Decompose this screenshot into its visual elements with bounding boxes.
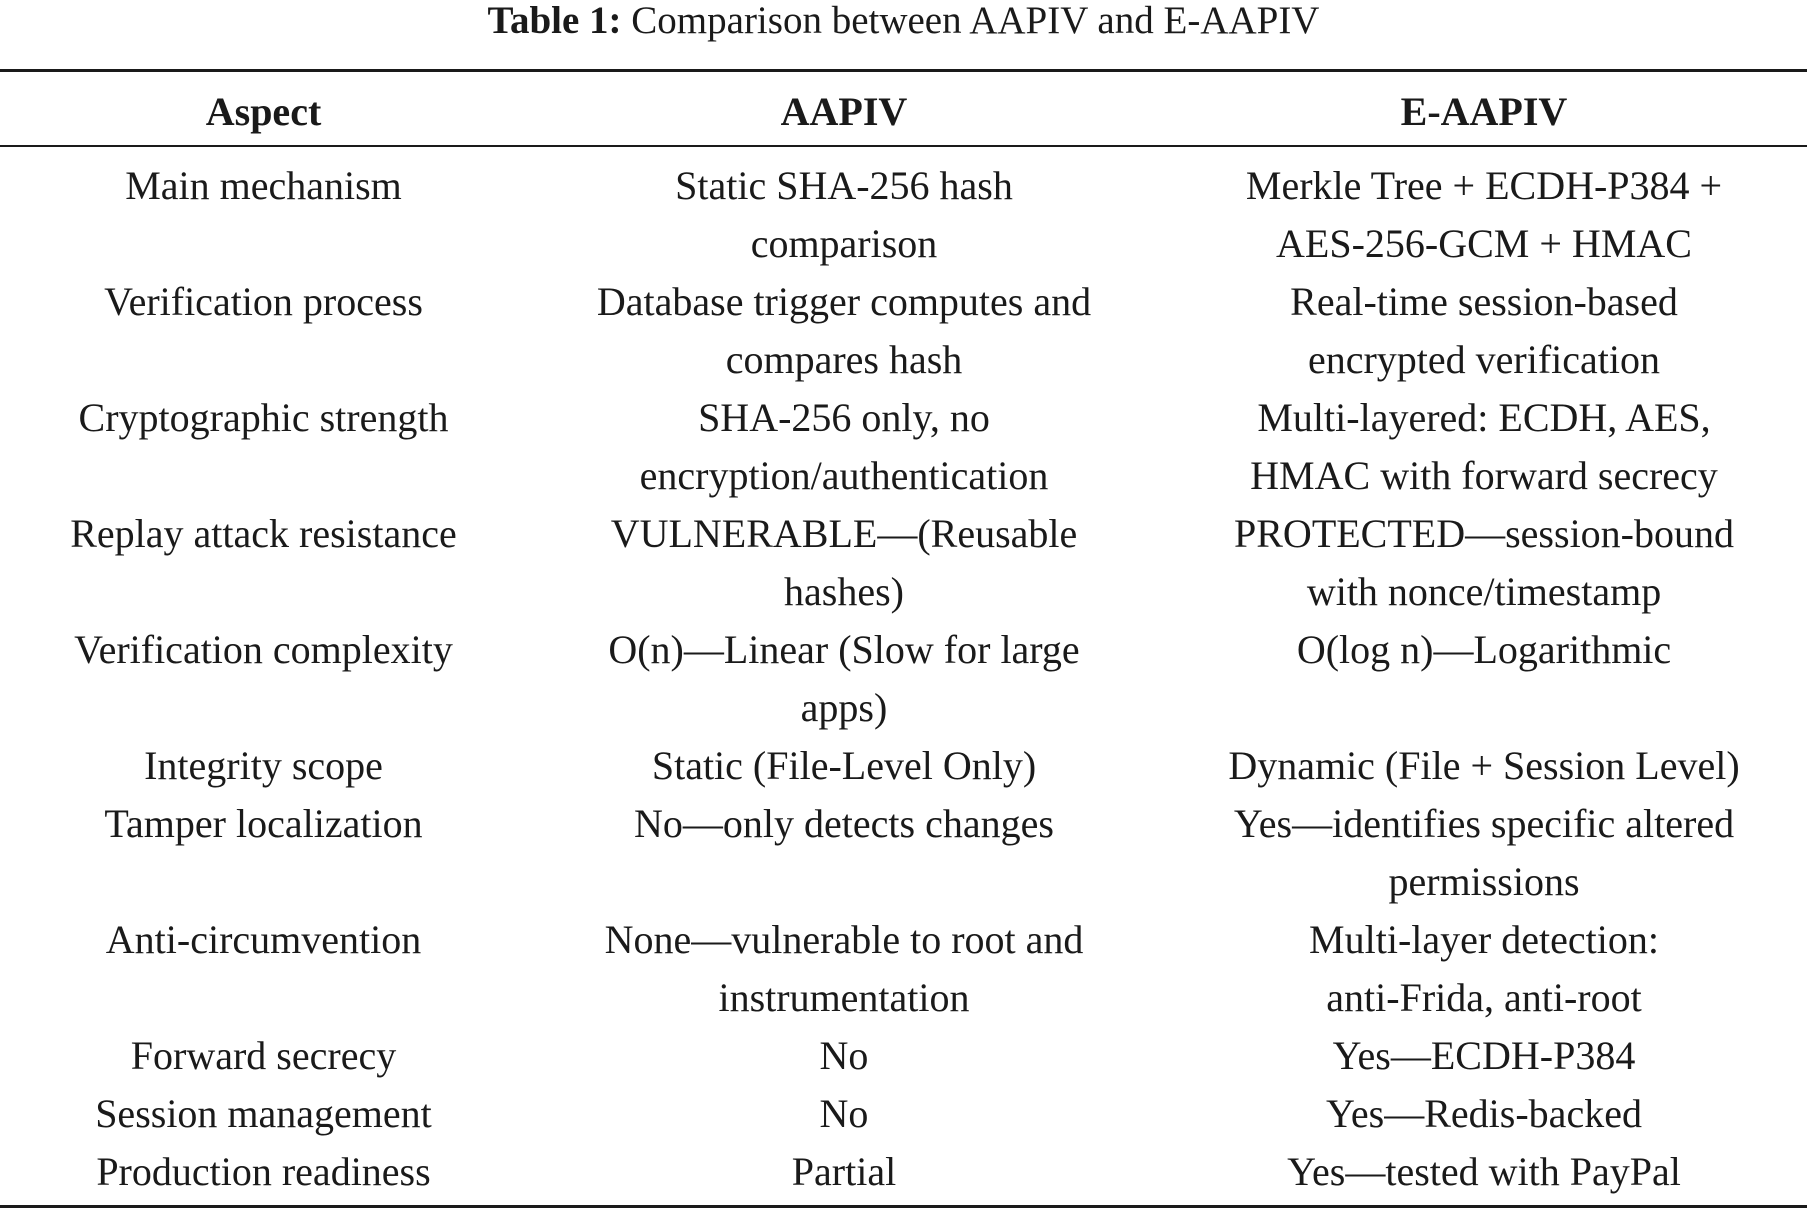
cell-line: comparison [750,221,938,266]
cell-aspect: Production readiness [96,1149,431,1194]
cell-line: Static SHA-256 hash [675,163,1013,208]
table-row [0,795,1807,911]
cell-aapiv [527,1085,1161,1143]
cell-e-aapiv [1161,157,1807,273]
cell-line: Multi-layered: ECDH, AES, [1257,395,1711,440]
cell-aapiv [527,389,1161,505]
cell-aapiv [527,1143,1161,1201]
cell-line: Yes—Redis-backed [1326,1091,1642,1136]
table-row [0,911,1807,1027]
cell-line: permissions [1388,859,1580,904]
table-bottom-rule [0,1205,1807,1208]
cell-e-aapiv [1161,1027,1807,1085]
table-row [0,273,1807,389]
cell-line: PROTECTED—session-bound [1234,511,1734,556]
cell-line: Dynamic (File + Session Level) [1228,743,1740,788]
cell-e-aapiv [1161,621,1807,737]
comparison-table-body [0,157,1807,1201]
cell-aapiv [527,157,1161,273]
cell-aspect: Session management [95,1091,432,1136]
cell-line: hashes) [784,569,904,614]
cell-line: apps) [800,685,888,730]
table-header-rule [0,145,1807,147]
cell-e-aapiv [1161,389,1807,505]
cell-e-aapiv [1161,795,1807,911]
cell-line: Yes—tested with PayPal [1287,1149,1681,1194]
cell-line: Yes—ECDH-P384 [1332,1033,1636,1078]
table-caption-text: Comparison between AAPIV and E-AAPIV [631,0,1320,42]
cell-aapiv [527,911,1161,1027]
table-row [0,389,1807,505]
cell-line: Database trigger computes and [596,279,1092,324]
cell-line: Static (File-Level Only) [651,743,1037,788]
cell-line: O(log n)—Logarithmic [1296,627,1672,672]
cell-aspect: Verification complexity [74,627,453,672]
cell-aspect: Anti-circumvention [105,917,422,962]
table-caption-label: Table 1: [487,0,622,42]
cell-e-aapiv [1161,505,1807,621]
cell-aspect: Integrity scope [144,743,383,788]
table-row [0,1027,1807,1085]
cell-aspect: Verification process [104,279,423,324]
cell-aapiv [527,505,1161,621]
cell-line: Merkle Tree + ECDH-P384 + [1245,163,1723,208]
header-e-aapiv: E-AAPIV [1400,89,1568,134]
table-row [0,1085,1807,1143]
cell-line: encryption/authentication [639,453,1049,498]
cell-line: None—vulnerable to root and [604,917,1084,962]
table-row [0,737,1807,795]
cell-aspect: Main mechanism [125,163,402,208]
cell-aapiv [527,621,1161,737]
cell-e-aapiv [1161,1143,1807,1201]
table-row [0,621,1807,737]
cell-line: No [819,1091,869,1136]
cell-line: Yes—identifies specific altered [1233,801,1735,846]
cell-aspect: Cryptographic strength [78,395,449,440]
cell-line: Partial [791,1149,897,1194]
cell-e-aapiv [1161,1085,1807,1143]
cell-aapiv [527,1027,1161,1085]
cell-aapiv [527,273,1161,389]
cell-line: anti-Frida, anti-root [1326,975,1642,1020]
cell-line: instrumentation [718,975,970,1020]
cell-e-aapiv [1161,737,1807,795]
cell-aapiv [527,795,1161,911]
cell-line: O(n)—Linear (Slow for large [608,627,1080,672]
header-aspect: Aspect [205,89,322,134]
table-body [0,157,1807,1201]
table-caption [0,0,1807,42]
cell-line: Multi-layer detection: [1309,917,1659,962]
cell-line: VULNERABLE—(Reusable [610,511,1078,556]
table-top-rule [0,69,1807,72]
cell-line: No—only detects changes [634,801,1054,846]
cell-line: No [819,1033,869,1078]
header-aapiv: AAPIV [780,89,908,134]
header-row [0,83,1807,141]
cell-aspect: Replay attack resistance [70,511,457,556]
cell-line: with nonce/timestamp [1306,569,1662,614]
cell-e-aapiv [1161,273,1807,389]
cell-e-aapiv [1161,911,1807,1027]
table-row [0,157,1807,273]
cell-line: SHA-256 only, no [698,395,990,440]
cell-line: encrypted verification [1307,337,1661,382]
cell-line: AES-256-GCM + HMAC [1276,221,1692,266]
cell-aspect: Forward secrecy [130,1033,397,1078]
cell-aspect: Tamper localization [104,801,423,846]
table-header [0,83,1807,141]
cell-line: HMAC with forward secrecy [1250,453,1718,498]
table-row [0,1143,1807,1201]
table-row [0,505,1807,621]
cell-line: compares hash [725,337,963,382]
cell-line: Real-time session-based [1290,279,1678,324]
cell-aapiv [527,737,1161,795]
